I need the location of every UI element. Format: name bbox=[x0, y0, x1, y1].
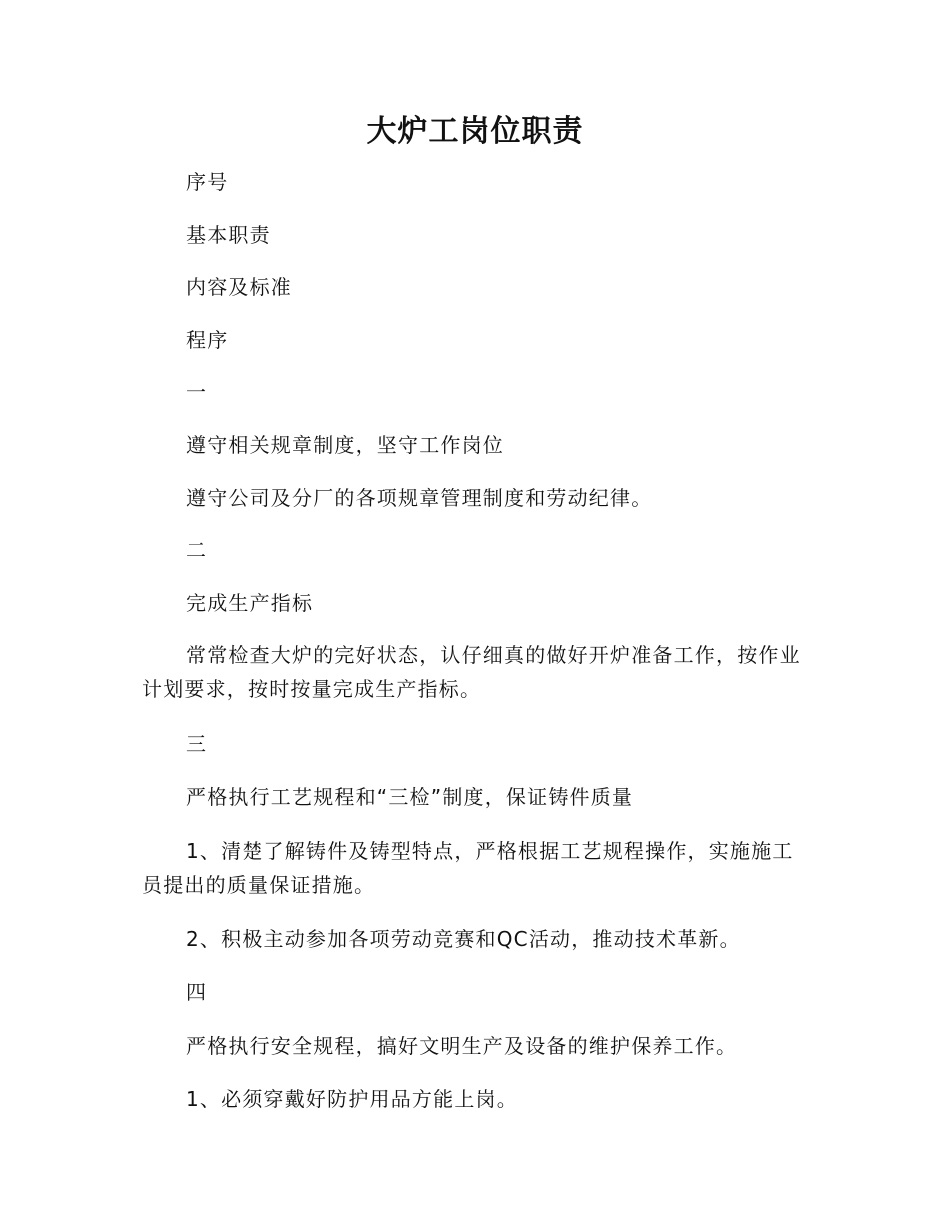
paragraph-section-two-content: 常常检查大炉的完好状态，认仔细真的做好开炉准备工作，按作业计划要求，按时按量完成生产指标。 bbox=[142, 643, 801, 701]
paragraph-section-two-number: 二 bbox=[186, 538, 208, 562]
paragraph-section-three-item-1: 1、清楚了解铸件及铸型特点，严格根据工艺规程操作，实施施工员提出的质量保证措施。 bbox=[142, 839, 794, 897]
paragraph-serial-number-header: 序号 bbox=[186, 170, 229, 194]
paragraph-content-standard-header: 内容及标准 bbox=[186, 275, 292, 299]
paragraph-section-four-number: 四 bbox=[186, 980, 208, 1004]
paragraph-section-two-title: 完成生产指标 bbox=[186, 591, 314, 615]
document-title: 大炉工岗位职责 bbox=[366, 114, 584, 149]
paragraph-section-one-content: 遵守公司及分厂的各项规章管理制度和劳动纪律。 bbox=[186, 486, 653, 510]
paragraph-procedure-header: 程序 bbox=[186, 328, 229, 352]
paragraph-section-three-number: 三 bbox=[186, 732, 208, 756]
paragraph-section-one-title: 遵守相关规章制度，坚守工作岗位 bbox=[186, 433, 504, 457]
paragraph-section-three-item-2: 2、积极主动参加各项劳动竞赛和QC活动，推动技术革新。 bbox=[186, 927, 741, 951]
paragraph-section-one-number: 一 bbox=[186, 380, 208, 404]
paragraph-section-four-title: 严格执行安全规程，搞好文明生产及设备的维护保养工作。 bbox=[186, 1034, 738, 1058]
paragraph-basic-duty-header: 基本职责 bbox=[186, 223, 271, 247]
paragraph-section-three-title: 严格执行工艺规程和“三检”制度，保证铸件质量 bbox=[186, 785, 634, 809]
paragraph-section-four-item-1: 1、必须穿戴好防护用品方能上岗。 bbox=[186, 1087, 518, 1111]
